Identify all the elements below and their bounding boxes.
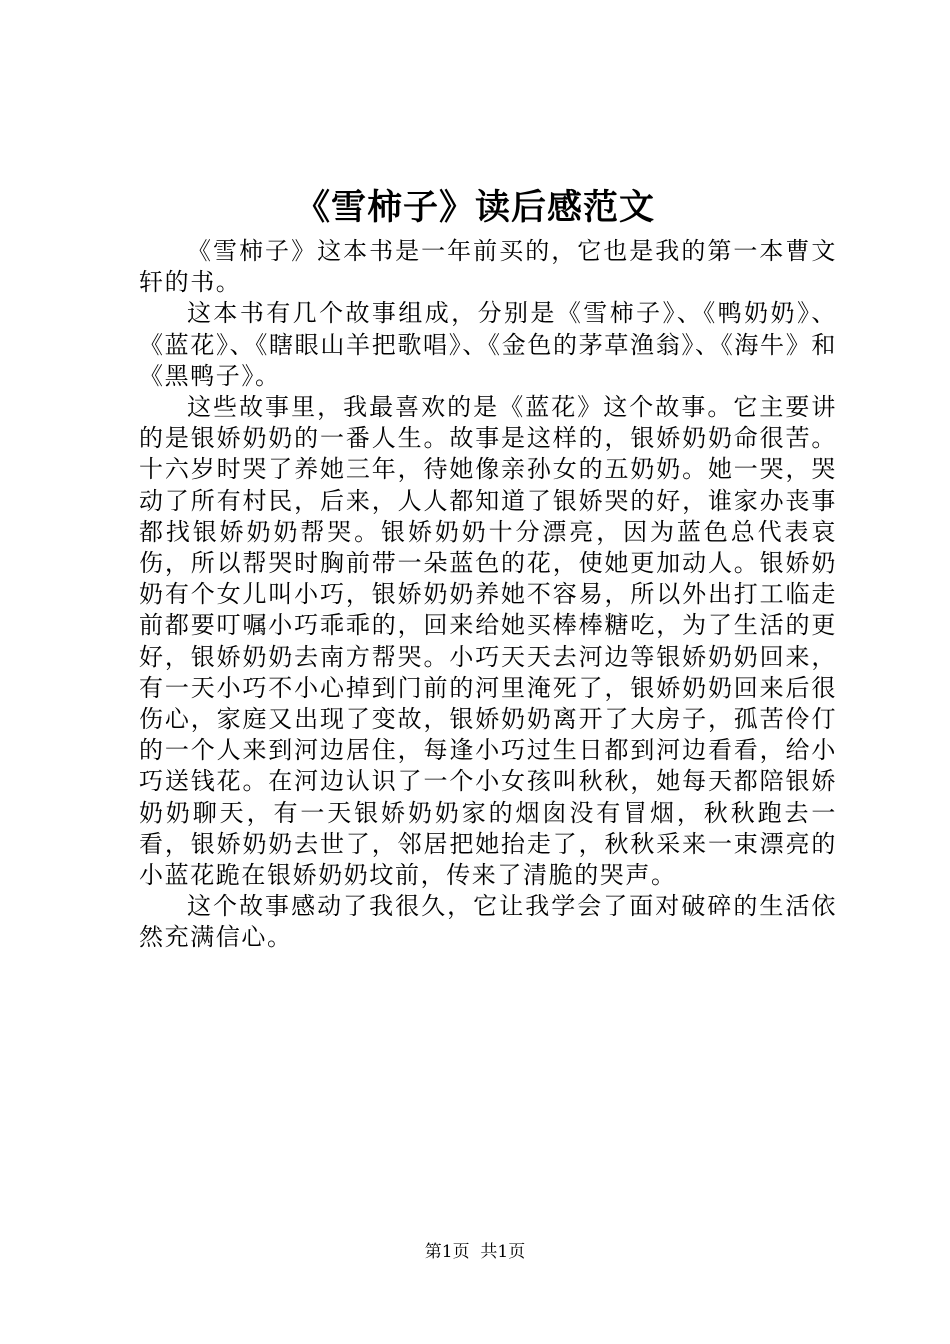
paragraph-blue-flower: 这些故事里，我最喜欢的是《蓝花》这个故事。它主要讲的是银娇奶奶的一番人生。故事是这样的，银娇奶奶命很苦。十六岁时哭了养她三年，待她像亲孙女的五奶奶。她一哭，哭动了所有村民，后来，人人都知道了银娇哭的好，谁家办丧事都找银娇奶奶帮哭。银娇奶奶十分漂亮，因为蓝色总代表哀伤，所以帮哭时胸前带一朵蓝色的花，使她更加动人。银娇奶奶有个女儿叫小巧，银娇奶奶养她不容易，所以外出打工临走前都要叮嘱小巧乖乖的，回来给她买棒棒糖吃，为了生活的更好，银娇奶奶去南方帮哭。小巧天天去河边等银娇奶奶回来，有一天小巧不小心掉到门前的河里淹死了，银娇奶奶回来后很伤心，家庭又出现了变故，银娇奶奶离开了大房子，孤苦伶仃的一个人来到河边居住，每逢小巧过生日都到河边看看，给小巧送钱花。在河边认识了一个小女孩叫秋秋，她每天都陪银娇奶奶聊天，有一天银娇奶奶家的烟囱没有冒烟，秋秋跑去一看，银娇奶奶去世了，邻居把她抬走了，秋秋采来一束漂亮的小蓝花跪在银娇奶奶坟前，传来了清脆的哭声。 <box>139 393 837 890</box>
page-footer: 第1页 共1页 <box>424 1242 526 1262</box>
paragraph-intro: 《雪柿子》这本书是一年前买的，它也是我的第一本曹文轩的书。 <box>139 237 837 297</box>
paragraph-story-list: 这本书有几个故事组成，分别是《雪柿子》、《鸭奶奶》、《蓝花》、《瞎眼山羊把歌唱》、《金色的茅草渔翁》、《海牛》和《黑鸭子》。 <box>139 299 837 390</box>
paragraph-conclusion: 这个故事感动了我很久，它让我学会了面对破碎的生活依然充满信心。 <box>139 892 837 952</box>
document-title: 《雪柿子》读后感范文 <box>294 187 655 228</box>
document-body <box>139 236 837 954</box>
